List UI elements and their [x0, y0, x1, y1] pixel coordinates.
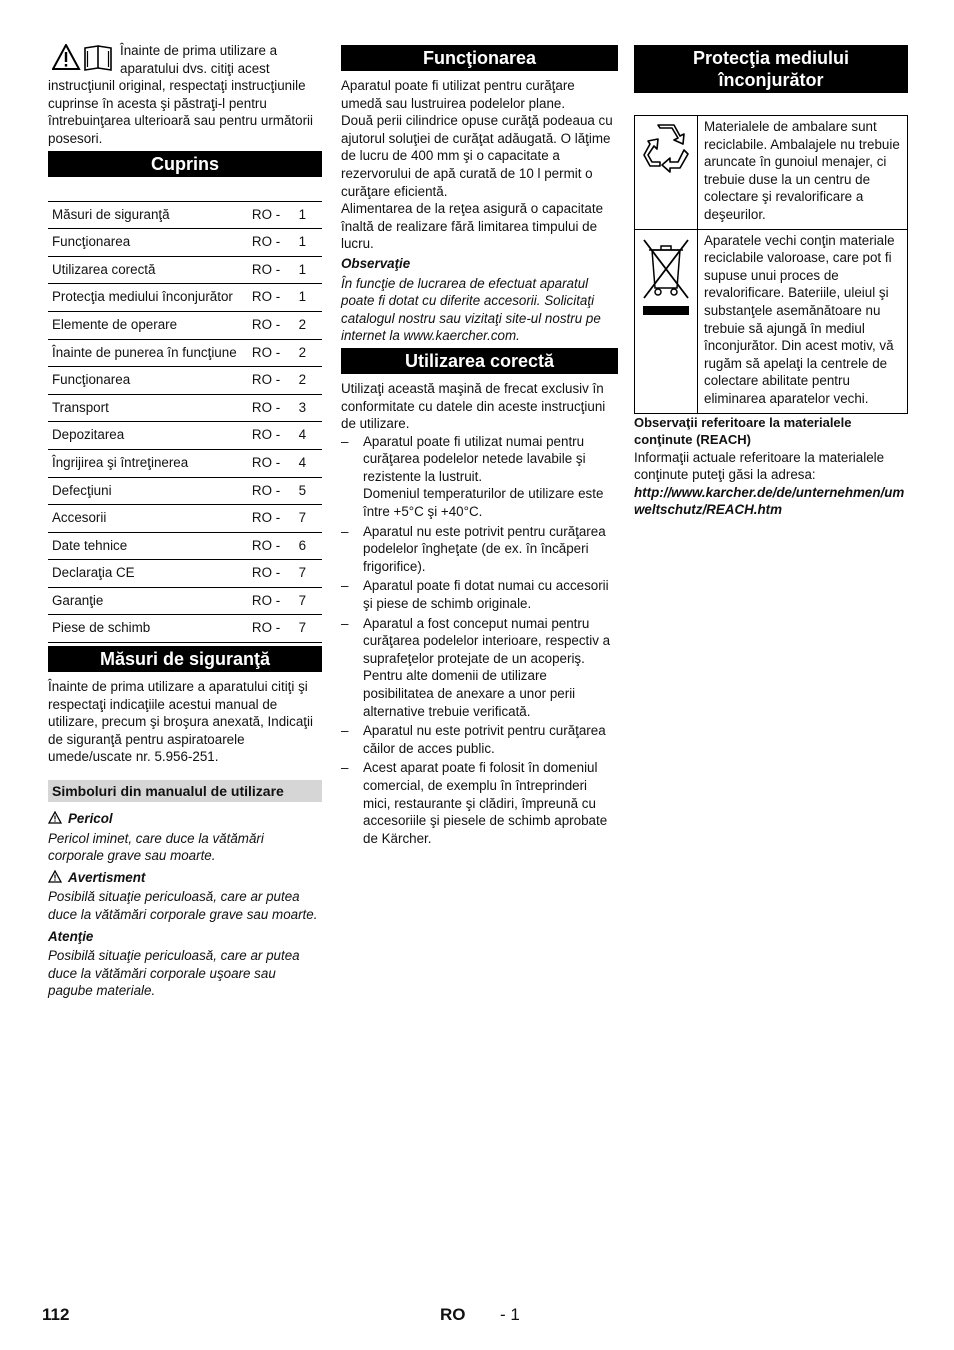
- toc-title: Protecţia mediului înconjurător: [48, 284, 248, 312]
- danger-label: Pericol: [68, 811, 113, 827]
- toc-heading: Cuprins: [48, 151, 322, 177]
- toc-row: [48, 339, 322, 367]
- temperature-range-text: Domeniul temperaturilor de utilizare este între +5°C şi +40°C.: [363, 486, 604, 520]
- toc-ref: RO -: [248, 560, 295, 588]
- toc-page: 3: [295, 394, 322, 422]
- safety-text: Înainte de prima utilizare a aparatului citiţi şi respectaţi indicaţiile acestui manual de utilizare, precum şi broşura anexată, Indicaţii de siguranţă pentru aspiratoarele umede/uscate nr. 5.956-251.: [48, 679, 313, 765]
- column-3: [634, 42, 908, 519]
- environment-table: [634, 115, 908, 414]
- toc-title: Îngrijirea şi întreţinerea: [48, 449, 248, 477]
- list-item: – Aparatul nu este potrivit pentru curăţarea podelelor îngheţate (de ex. în încăperi frigorifice).: [341, 523, 618, 576]
- toc-page: 2: [295, 311, 322, 339]
- toc-ref: RO -: [248, 339, 295, 367]
- symbols-heading: Simboluri din manualul de utilizare: [48, 780, 322, 802]
- toc-title: Accesorii: [48, 505, 248, 533]
- toc-ref: RO -: [248, 311, 295, 339]
- manual-book-icon: [85, 46, 111, 70]
- warning-text: Posibilă situaţie periculoasă, care ar putea duce la vătămări corporale grave sau moarte.: [48, 889, 318, 922]
- footer-language: RO: [440, 1305, 466, 1324]
- toc-table: [48, 201, 322, 644]
- toc-page: 1: [295, 229, 322, 257]
- list-item: – Aparatul a fost conceput numai pentru curăţarea podelelor interioare, respectiv a suprafeţelor protejate de un acoperiş. Pentru alte domenii de utilizare posibilitatea de anexare a unor perii alternative trebuie verificată.: [341, 615, 618, 721]
- toc-row: [48, 477, 322, 505]
- toc-ref: RO -: [248, 587, 295, 615]
- toc-page: 2: [295, 339, 322, 367]
- function-p3: Alimentarea de la reţea asigură o capacitate înaltă de realizare fără limitarea timpului de lucru.: [341, 201, 604, 252]
- toc-title: Măsuri de siguranţă: [48, 201, 248, 229]
- toc-page: 7: [295, 615, 322, 643]
- toc-page: 7: [295, 560, 322, 588]
- toc-title: Funcţionarea: [48, 229, 248, 257]
- toc-ref: RO -: [248, 256, 295, 284]
- table-row: [635, 116, 908, 230]
- function-p1: Aparatul poate fi utilizat pentru curăţare umedă sau lustruirea podelelor plane.: [341, 78, 575, 111]
- warning-triangle-icon: [48, 811, 62, 824]
- toc-ref: RO -: [248, 394, 295, 422]
- note-label: Observaţie: [341, 255, 411, 271]
- toc-row: [48, 367, 322, 395]
- reach-heading: Observaţii referitoare la materialele conţinute (REACH): [634, 414, 852, 448]
- list-item: – Acest aparat poate fi folosit în domeniul comercial, de exemplu în întreprinderi mici, restaurante şi clădiri, împreună cu accesoriile şi piesele de schimb aprobate de Kärcher.: [341, 759, 618, 847]
- toc-title: Transport: [48, 394, 248, 422]
- danger-text: Pericol iminet, care duce la vătămări corporale grave sau moarte.: [48, 830, 264, 864]
- toc-title: Depozitarea: [48, 422, 248, 450]
- table-row: [635, 229, 908, 413]
- toc-ref: RO -: [248, 367, 295, 395]
- intro-block: [48, 42, 322, 148]
- proper-use-intro: Utilizaţi această maşină de frecat exclusiv în conformitate cu datele din aceste instrucţiuni de utilizare.: [341, 380, 606, 432]
- toc-title: Date tehnice: [48, 532, 248, 560]
- toc-ref: RO -: [248, 229, 295, 257]
- safety-heading: Măsuri de siguranţă: [48, 646, 322, 672]
- toc-row: [48, 394, 322, 422]
- warning-label: Avertisment: [68, 869, 146, 885]
- crossed-bin-icon: [640, 236, 692, 318]
- column-1: [48, 42, 322, 1000]
- toc-row: [48, 615, 322, 643]
- warning-manual-icons: [52, 44, 114, 72]
- toc-title: Defecţiuni: [48, 477, 248, 505]
- toc-title: Declaraţia CE: [48, 560, 248, 588]
- proper-use-heading: Utilizarea corectă: [341, 348, 618, 374]
- proper-use-list: [341, 433, 618, 848]
- warning-triangle-icon: [48, 870, 62, 883]
- list-item: – Aparatul nu este potrivit pentru curăţarea căilor de acces public.: [341, 722, 618, 757]
- toc-ref: RO -: [248, 422, 295, 450]
- toc-ref: RO -: [248, 201, 295, 229]
- toc-page: 1: [295, 201, 322, 229]
- toc-page: 1: [295, 256, 322, 284]
- weee-text: Aparatele vechi conţin materiale reciclabile valoroase, care pot fi supuse unui proces de revalorificare. Bateriile, uleiul şi substanţele asemănătoare nu trebuie să ajungă în mediul înconjurător. Din acest motiv, vă rugăm să apelaţi la centrele de colectare abilitate pentru eliminarea aparatelor vechi.: [698, 229, 908, 413]
- toc-row: [48, 422, 322, 450]
- toc-page: 6: [295, 532, 322, 560]
- warning-triangle-icon: [52, 44, 114, 72]
- recycle-text: Materialele de ambalare sunt reciclabile. Ambalajele nu trebuie aruncate în gunoiul menajer, ci trebuie duse la un centru de colectare şi revalorificare a deşeurilor.: [698, 116, 908, 230]
- toc-row: [48, 505, 322, 533]
- toc-title: Utilizarea corectă: [48, 256, 248, 284]
- toc-row: [48, 587, 322, 615]
- toc-page: 7: [295, 505, 322, 533]
- toc-row: [48, 449, 322, 477]
- toc-title: Elemente de operare: [48, 311, 248, 339]
- toc-row: [48, 532, 322, 560]
- toc-ref: RO -: [248, 615, 295, 643]
- toc-ref: RO -: [248, 477, 295, 505]
- function-heading: Funcţionarea: [341, 45, 618, 71]
- page-number: 112: [42, 1305, 70, 1324]
- recycle-icon: [640, 122, 692, 176]
- toc-title: Funcţionarea: [48, 367, 248, 395]
- reach-text: Informaţii actuale referitoare la materialele conţinute puteţi găsi la adresa:: [634, 449, 885, 483]
- danger-label-row: [48, 810, 322, 828]
- toc-page: 1: [295, 284, 322, 312]
- toc-row: [48, 284, 322, 312]
- toc-page: 5: [295, 477, 322, 505]
- toc-ref: RO -: [248, 532, 295, 560]
- toc-row: [48, 560, 322, 588]
- list-item: – Aparatul poate fi utilizat numai pentru curăţarea podelelor netede lavabile şi rezistente la lustruit. Domeniul temperaturilor de utilizare este între +5°C şi +40°C.: [341, 433, 618, 521]
- toc-ref: RO -: [248, 284, 295, 312]
- toc-page: 2: [295, 367, 322, 395]
- toc-page: 4: [295, 422, 322, 450]
- caution-label: Atenţie: [48, 928, 94, 944]
- toc-title: Garanţie: [48, 587, 248, 615]
- toc-page: 7: [295, 587, 322, 615]
- toc-row: [48, 229, 322, 257]
- column-2: [341, 42, 618, 849]
- toc-title: Înainte de punerea în funcţiune: [48, 339, 248, 367]
- toc-row: [48, 201, 322, 229]
- reach-link[interactable]: http://www.karcher.de/de/unternehmen/umweltschutz/REACH.htm: [634, 484, 905, 518]
- toc-ref: RO -: [248, 505, 295, 533]
- intro-text: Înainte de prima utilizare a aparatului dvs. citiţi acest instrucţiunil original, respectaţi instrucţiunile cuprinse în acesta şi păstraţi-l pentru întrebuinţarea ulterioară sau pentru următorii posesori.: [48, 43, 313, 146]
- toc-title: Piese de schimb: [48, 615, 248, 643]
- toc-row: [48, 311, 322, 339]
- footer-section-page: - 1: [500, 1305, 520, 1324]
- warning-label-row: [48, 869, 322, 887]
- list-item: – Aparatul poate fi dotat numai cu accesorii şi piese de schimb originale.: [341, 577, 618, 612]
- note-text: În funcţie de lucrarea de efectuat aparatul poate fi dotat cu diferite accesorii. Solicitaţi catalogul nostru sau vizitaţi site-ul nostru pe internet la www.kaercher.com.: [341, 275, 601, 344]
- function-p2: Două perii cilindrice opuse curăţă podeaua cu ajutorul soluţiei de curăţat adăugată. O lăţime de lucru de 400 mm şi o capacitate a rezervorului de apă curată de 10 l permit o curăţare eficientă.: [341, 113, 613, 199]
- toc-page: 4: [295, 449, 322, 477]
- toc-row: [48, 256, 322, 284]
- toc-ref: RO -: [248, 449, 295, 477]
- environment-heading: Protecţia mediului înconjurător: [634, 45, 908, 93]
- caution-text: Posibilă situaţie periculoasă, care ar putea duce la vătămări corporale uşoare sau pagube materiale.: [48, 948, 300, 999]
